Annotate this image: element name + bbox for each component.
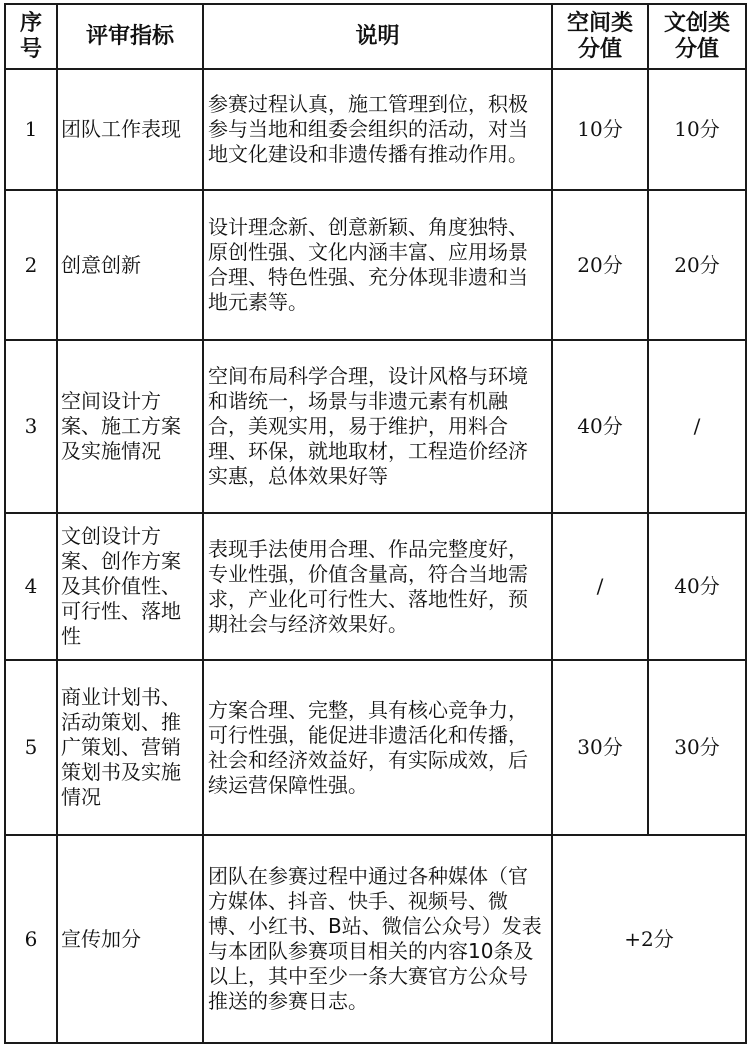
scoring-table [4,3,747,1044]
indicator-cell: 空间设计方案、施工方案及实施情况 [57,340,203,513]
header-row [5,4,746,69]
space-score-cell: 30分 [552,660,648,835]
row-number: 5 [5,660,57,835]
header-indicator: 评审指标 [57,4,203,69]
indicator-cell: 团队工作表现 [57,69,203,190]
wenchuang-score-cell: / [648,340,746,513]
description-cell: 方案合理、完整，具有核心竞争力，可行性强，能促进非遗活化和传播，社会和经济效益好，有实际成效，后续运营保障性强。 [203,660,552,835]
row-number: 4 [5,513,57,660]
indicator-cell: 文创设计方案、创作方案及其价值性、可行性、落地性 [57,513,203,660]
row-number: 1 [5,69,57,190]
space-score-cell: 40分 [552,340,648,513]
header-space-score: 空间类分值 [552,4,648,69]
wenchuang-score-cell: 10分 [648,69,746,190]
row-number: 6 [5,835,57,1043]
row-number: 2 [5,190,57,340]
table-row [5,660,746,835]
space-score-cell: 10分 [552,69,648,190]
table-row [5,835,746,1043]
wenchuang-score-cell: 40分 [648,513,746,660]
table-row [5,513,746,660]
table-row [5,340,746,513]
table-row [5,69,746,190]
header-wenchuang-score: 文创类分值 [648,4,746,69]
header-seq: 序号 [5,4,57,69]
description-cell: 团队在参赛过程中通过各种媒体（官方媒体、抖音、快手、视频号、微博、小红书、B站、微信公众号）发表与本团队参赛项目相关的内容10条及以上，其中至少一条大赛官方公众号推送的参赛日志。 [203,835,552,1043]
description-cell: 参赛过程认真，施工管理到位，积极参与当地和组委会组织的活动，对当地文化建设和非遗传播有推动作用。 [203,69,552,190]
description-cell: 设计理念新、创意新颖、角度独特、原创性强、文化内涵丰富、应用场景合理、特色性强、充分体现非遗和当地元素等。 [203,190,552,340]
indicator-cell: 宣传加分 [57,835,203,1043]
header-desc: 说明 [203,4,552,69]
bonus-score-cell: +2分 [552,835,746,1043]
description-cell: 空间布局科学合理，设计风格与环境和谐统一，场景与非遗元素有机融合，美观实用，易于维护，用料合理、环保，就地取材，工程造价经济实惠，总体效果好等 [203,340,552,513]
table-row [5,190,746,340]
indicator-cell: 商业计划书、活动策划、推广策划、营销策划书及实施情况 [57,660,203,835]
space-score-cell: / [552,513,648,660]
space-score-cell: 20分 [552,190,648,340]
description-cell: 表现手法使用合理、作品完整度好，专业性强，价值含量高，符合当地需求，产业化可行性大、落地性好，预期社会与经济效果好。 [203,513,552,660]
row-number: 3 [5,340,57,513]
indicator-cell: 创意创新 [57,190,203,340]
wenchuang-score-cell: 30分 [648,660,746,835]
wenchuang-score-cell: 20分 [648,190,746,340]
